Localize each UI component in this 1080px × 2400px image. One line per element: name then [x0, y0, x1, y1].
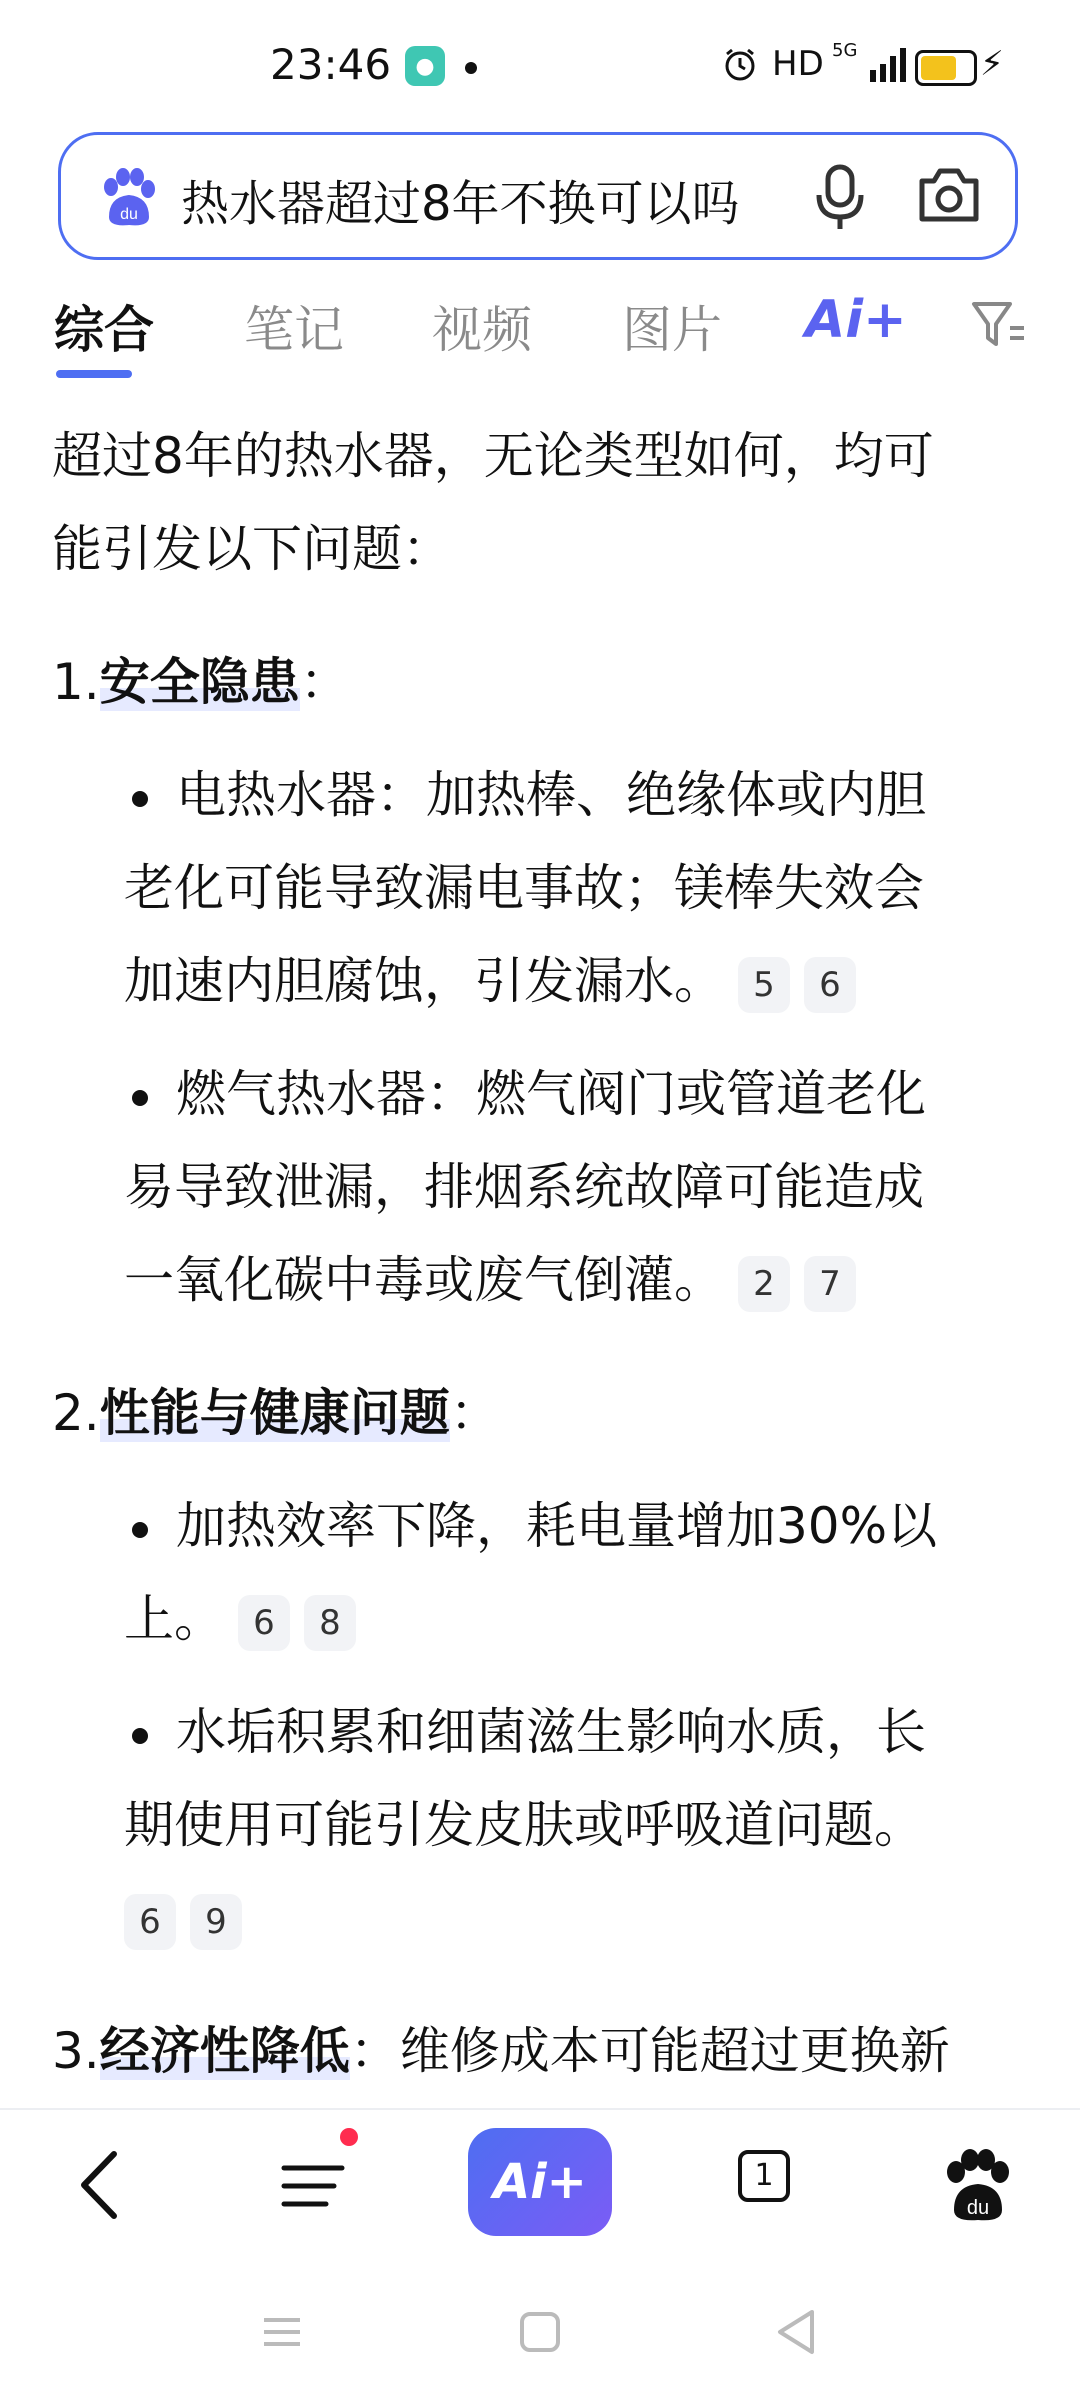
bullet-line: 加热效率下降，耗电量增加30%以	[176, 1497, 938, 1555]
hd-indicator: HD	[772, 44, 824, 84]
network-type: 5G	[832, 40, 858, 61]
list-item	[52, 749, 1032, 1028]
section-title[interactable]: 经济性降低	[99, 2022, 350, 2080]
svg-text:du: du	[966, 2197, 990, 2219]
bullet-line: 上。	[124, 1590, 224, 1648]
status-bar	[0, 0, 1080, 130]
active-tab-indicator	[56, 370, 132, 378]
menu-icon[interactable]	[268, 2140, 358, 2230]
section-heading	[52, 636, 1032, 729]
tabs-count-button[interactable]: 1	[738, 2150, 790, 2202]
citation-ref[interactable]: 6	[124, 1894, 176, 1950]
alarm-icon	[722, 46, 758, 82]
bottom-navigation	[0, 2108, 1080, 2260]
home-icon[interactable]	[516, 2308, 564, 2356]
section-heading	[52, 1367, 1032, 1460]
citation-ref[interactable]: 6	[804, 957, 856, 1013]
section-number: 3.	[52, 2022, 100, 2080]
list-item	[52, 1686, 1032, 1965]
bullet-line: 老化可能导致漏电事故；镁棒失效会	[124, 859, 924, 917]
status-time: 23:46	[270, 40, 392, 89]
system-back-icon[interactable]	[772, 2306, 820, 2358]
result-tabs	[0, 290, 1080, 380]
bullet-dot	[132, 1090, 148, 1106]
bullet-line: 电热水器：加热棒、绝缘体或内胆	[176, 766, 926, 824]
ai-assistant-button[interactable]: Ai+	[468, 2128, 612, 2236]
recent-apps-icon[interactable]	[258, 2308, 306, 2356]
citation-ref[interactable]: 2	[738, 1256, 790, 1312]
charging-icon: ⚡	[980, 44, 1004, 84]
bullet-dot	[132, 1522, 148, 1538]
intro-line: 超过8年的热水器，无论类型如何，均可	[52, 427, 934, 485]
list-item	[52, 1480, 1032, 1666]
system-navigation	[0, 2270, 1080, 2400]
baidu-home-icon[interactable]	[932, 2140, 1022, 2230]
signal-icon	[868, 48, 908, 82]
notification-dot	[340, 2128, 358, 2146]
bullet-line: 加速内胆腐蚀，引发漏水。	[124, 952, 724, 1010]
bullet-line: 一氧化碳中毒或废气倒灌。	[124, 1251, 724, 1309]
tab-videos[interactable]: 视频	[432, 301, 532, 359]
app-notification-icon: ●	[405, 46, 445, 86]
bullet-line: 易导致泄漏，排烟系统故障可能造成	[124, 1158, 924, 1216]
bullet-line: 水垢积累和细菌滋生影响水质，长	[176, 1703, 926, 1761]
intro-text	[52, 410, 1032, 596]
camera-icon[interactable]	[916, 165, 982, 225]
section-title[interactable]: 性能与健康问题	[99, 1384, 450, 1442]
search-input[interactable]: 热水器超过8年不换可以吗	[181, 176, 740, 232]
list-item	[52, 1048, 1032, 1327]
microphone-icon[interactable]	[813, 163, 867, 233]
tab-notes[interactable]: 笔记	[244, 301, 344, 359]
tab-ai[interactable]: Ai+	[805, 290, 907, 350]
battery-icon	[915, 50, 977, 86]
bullet-dot	[132, 791, 148, 807]
section-suffix: ：维修成本可能超过更换新	[349, 2022, 950, 2080]
filter-icon[interactable]	[970, 298, 1026, 350]
section-title[interactable]: 安全隐患	[99, 653, 300, 711]
citation-ref[interactable]: 6	[238, 1595, 290, 1651]
section-heading	[52, 2005, 1032, 2098]
section-suffix: ：	[299, 653, 350, 711]
back-arrow-icon[interactable]	[58, 2140, 148, 2230]
search-bar[interactable]	[58, 132, 1018, 260]
citation-ref[interactable]: 7	[804, 1256, 856, 1312]
bullet-dot	[132, 1728, 148, 1744]
section-number: 1.	[52, 653, 100, 711]
section-number: 2.	[52, 1384, 100, 1442]
citation-ref[interactable]: 5	[738, 957, 790, 1013]
citation-ref[interactable]: 9	[190, 1894, 242, 1950]
baidu-paw-icon	[95, 165, 159, 229]
more-notifications-dot	[465, 62, 477, 74]
intro-line: 能引发以下问题：	[52, 520, 452, 578]
bullet-line: 燃气热水器：燃气阀门或管道老化	[176, 1065, 926, 1123]
section-suffix: ：	[449, 1384, 500, 1442]
tab-images[interactable]: 图片	[622, 301, 722, 359]
svg-text:du: du	[120, 206, 138, 223]
citation-ref[interactable]: 8	[304, 1595, 356, 1651]
bullet-line: 期使用可能引发皮肤或呼吸道问题。	[124, 1796, 924, 1854]
answer-content	[52, 410, 1032, 2098]
tab-comprehensive[interactable]: 综合	[54, 301, 154, 359]
